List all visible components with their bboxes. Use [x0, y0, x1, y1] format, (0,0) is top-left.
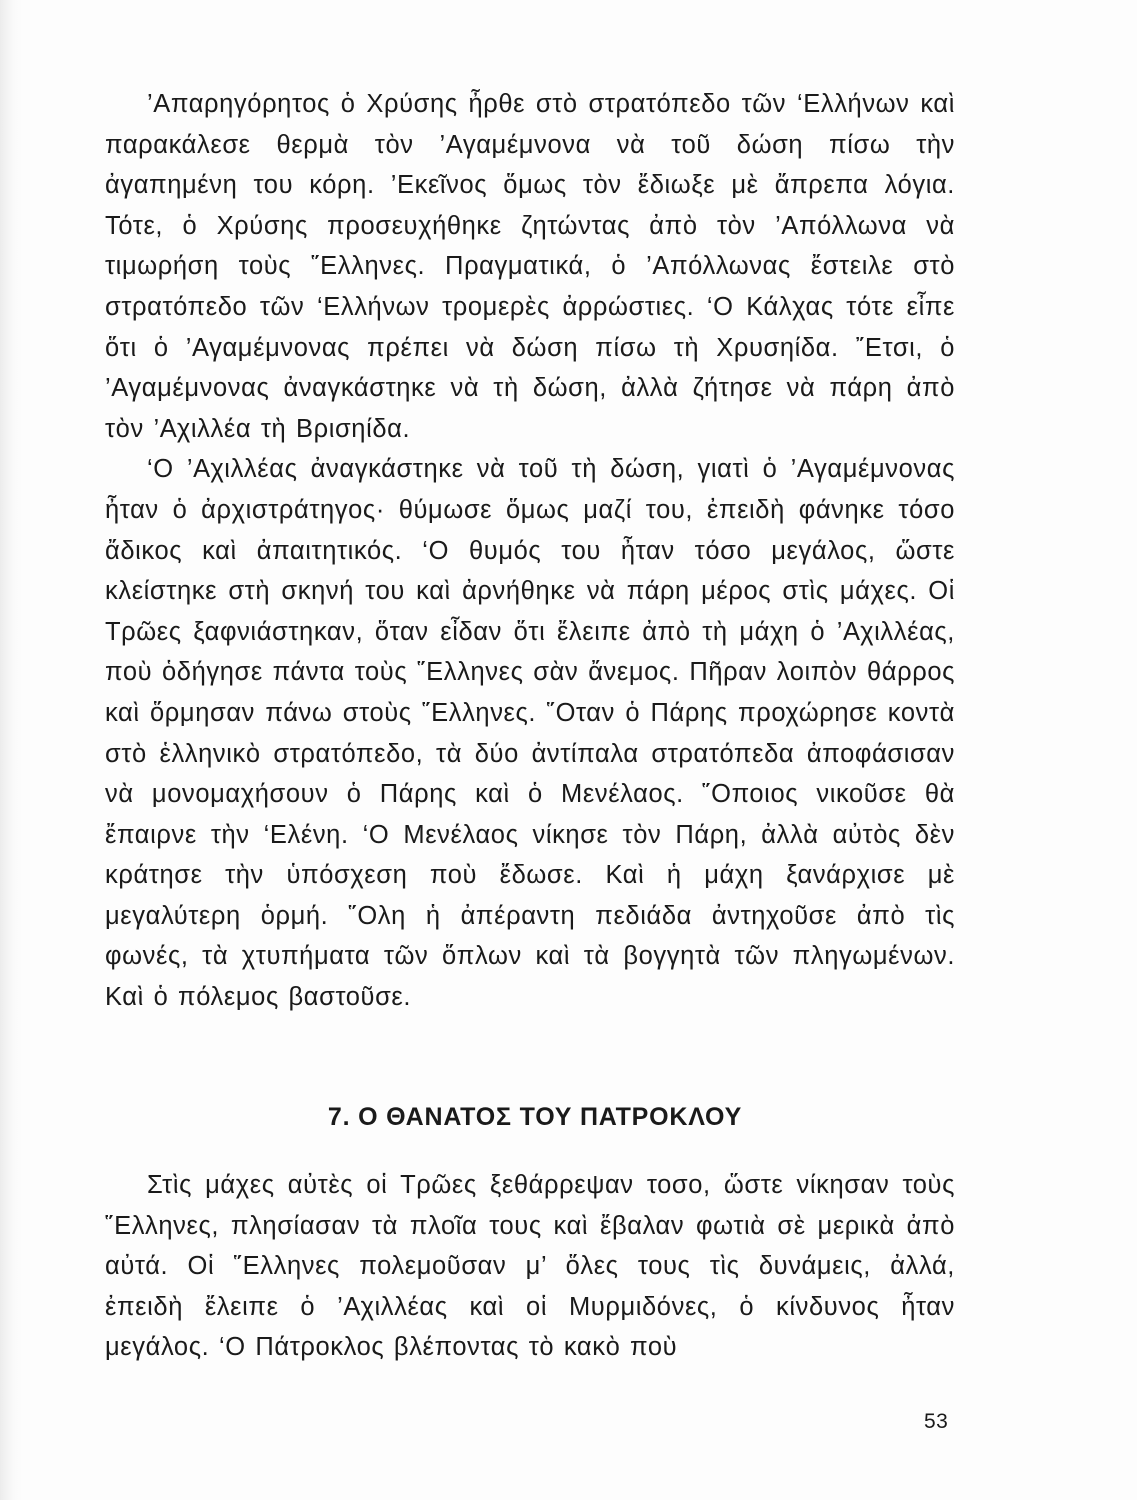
section-2-text: [105, 1165, 955, 1368]
paragraph: ’Απαρηγόρητος ὁ Χρύσης ἦρθε στὸ στρατόπεδο τῶν ‘Ελλήνων καὶ παρακάλεσε θερμὰ τὸν ’Αγαμέμνονα νὰ τοῦ δώση πίσω τὴν ἀγαπημένη του κόρη. ’Εκεῖνος ὅμως τὸν ἔδιωξε μὲ ἄπρεπα λόγια. Τότε, ὁ Χρύσης προσευχήθηκε ζητώντας ἀπὸ τὸν ’Απόλλωνα νὰ τιμωρήση τοὺς ῞Ελληνες. Πραγματικά, ὁ ’Απόλλωνας ἔστειλε στὸ στρατόπεδο τῶν ‘Ελλήνων τρομερὲς ἀρρώστιες. ‘Ο Κάλχας τότε εἶπε ὅτι ὁ ’Αγαμέμνονας πρέπει νὰ δώση πίσω τὴ Χρυσηίδα. ῎Ετσι, ὁ ’Αγαμέμνονας ἀναγκάστηκε νὰ τὴ δώση, ἀλλὰ ζήτησε νὰ πάρη ἀπὸ τὸν ’Αχιλλέα τὴ Βρισηίδα.: [105, 90, 955, 443]
paragraph: ‘Ο ’Αχιλλέας ἀναγκάστηκε νὰ τοῦ τὴ δώση, γιατὶ ὁ ’Αγαμέμνονας ἦταν ὁ ἀρχιστράτηγος· θύμωσε ὅμως μαζί του, ἐπειδὴ φάνηκε τόσο ἄδικος καὶ ἀπαιτητικός. ‘Ο θυμός του ἦταν τόσο μεγάλος, ὥστε κλείστηκε στὴ σκηνή του καὶ ἀρνήθηκε νὰ πάρη μέρος στὶς μάχες. Οἱ Τρῶες ξαφνιάστηκαν, ὅταν εἶδαν ὅτι ἔλειπε ἀπὸ τὴ μάχη ὁ ’Αχιλλέας, ποὺ ὁδήγησε πάντα τοὺς ῞Ελληνες σὰν ἄνεμος. Πῆραν λοιπὸν θάρρος καὶ ὅρμησαν πάνω στοὺς ῞Ελληνες. ῞Οταν ὁ Πάρης προχώρησε κοντὰ στὸ ἑλληνικὸ στρατόπεδο, τὰ δύο ἀντίπαλα στρατόπεδα ἀποφάσισαν νὰ μονομαχήσουν ὁ Πάρης καὶ ὁ Μενέλαος. ῞Οποιος νικοῦσε θὰ ἔπαιρνε τὴν ‘Ελένη. ‘Ο Μενέλαος νίκησε τὸν Πάρη, ἀλλὰ αὐτὸς δὲν κράτησε τὴν ὑπόσχεση ποὺ ἔδωσε. Καὶ ἡ μάχη ξανάρχισε μὲ μεγαλύτερη ὁρμή. ῞Ολη ἡ ἀπέραντη πεδιάδα ἀντηχοῦσε ἀπὸ τὶς φωνές, τὰ χτυπήματα τῶν ὅπλων καὶ τὰ βογγητὰ τῶν πληγωμένων. Καὶ ὁ πόλεμος βαστοῦσε.: [105, 455, 955, 1012]
page-number: 53: [924, 1410, 949, 1433]
section-1-text: [105, 84, 955, 1018]
paragraph: Στὶς μάχες αὐτὲς οἱ Τρῶες ξεθάρρεψαν τοσο, ὥστε νίκησαν τοὺς ῞Ελληνες, πλησίασαν τὰ πλοῖα τους καὶ ἔβαλαν φωτιὰ σὲ μερικὰ ἀπὸ αὐτά. Οἱ ῞Ελληνες πολεμοῦσαν μ’ ὅλες τους τὶς δυνάμεις, ἀλλά, ἐπειδὴ ἔλειπε ὁ ’Αχιλλέας καὶ οἱ Μυρμιδόνες, ὁ κίνδυνος ἦταν μεγάλος. ‘Ο Πάτροκλος βλέποντας τὸ κακὸ ποὺ: [105, 1171, 955, 1362]
chapter-heading: 7. Ο ΘΑΝΑΤΟΣ ΤΟΥ ΠΑΤΡΟΚΛΟΥ: [327, 1103, 743, 1131]
scan-edge-shadow: [0, 0, 22, 1500]
